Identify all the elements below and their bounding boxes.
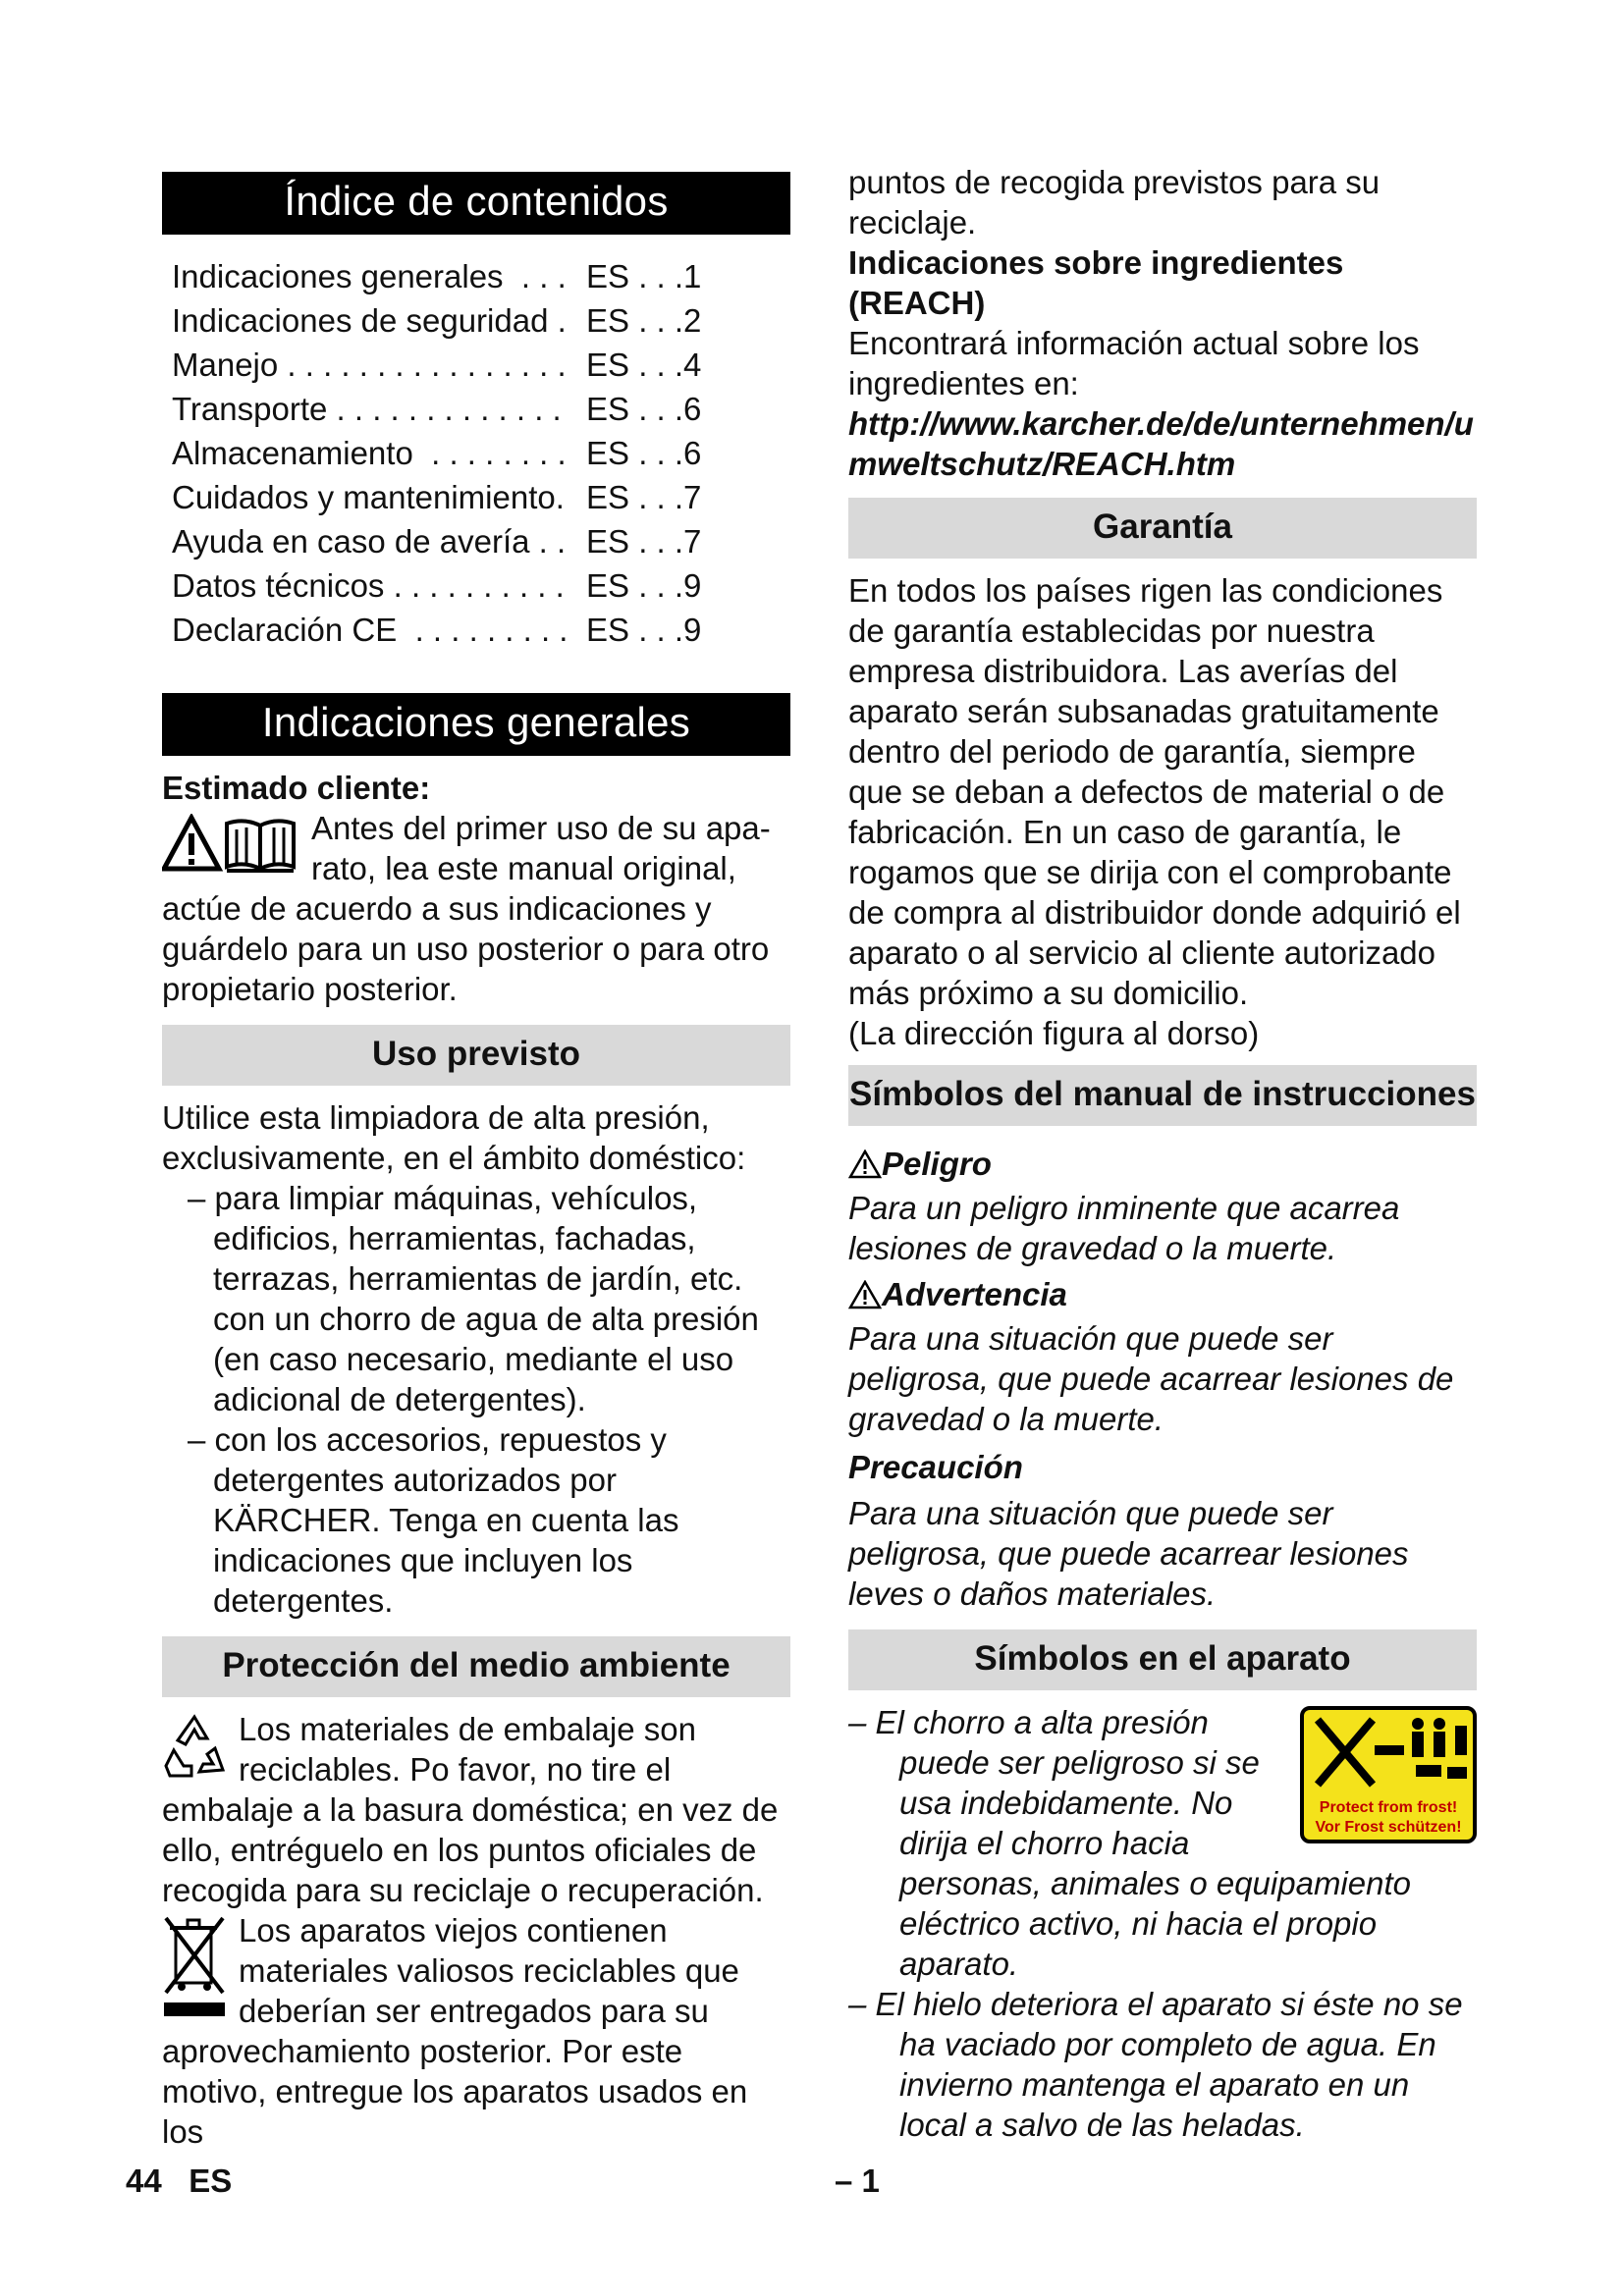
toc-row[interactable]	[172, 519, 790, 563]
toc-page: ES . . .7	[586, 523, 702, 560]
left-column	[162, 172, 790, 2152]
reach-text: Encontrará información actual sobre los ingredientes en:	[848, 325, 1420, 401]
toc-label: Manejo . . . . . . . . . . . . . . . .	[172, 347, 567, 383]
toc-label: Transporte . . . . . . . . . . . . .	[172, 391, 562, 427]
warning-triangle-icon	[848, 1148, 882, 1188]
weee-bin-icon	[162, 1912, 227, 2027]
right-column	[848, 162, 1477, 2145]
toc-page: ES . . .6	[586, 435, 702, 471]
advertencia-text: Para una situación que puede ser peligrosa, que puede acarrear lesiones de gravedad o la muerte.	[848, 1320, 1454, 1437]
aparato-item-2: – El hielo deteriora el aparato si éste no se ha vaciado por completo de agua. En invierno mantenga el aparato en un local a salvo de las heladas.	[848, 1986, 1463, 2143]
peligro-heading	[848, 1144, 1477, 1188]
uso-title: Uso previsto	[162, 1025, 790, 1086]
advertencia-heading	[848, 1274, 1477, 1318]
intro-block	[162, 808, 790, 1009]
intro-line-a: Antes del primer uso de su apa-	[311, 810, 771, 846]
frost-warning-sign-icon	[1300, 1706, 1477, 1843]
toc-label: Almacenamiento . . . . . . . .	[172, 435, 567, 471]
peligro-text: Para un peligro inminente que acarrea lesiones de gravedad o la muerte.	[848, 1190, 1400, 1266]
toc-label: Indicaciones generales . . .	[172, 258, 567, 294]
garantia-title: Garantía	[848, 498, 1477, 559]
toc-row[interactable]	[172, 298, 790, 343]
general-title: Indicaciones generales	[162, 693, 790, 756]
greeting: Estimado cliente:	[162, 770, 431, 806]
intro-line-c: actúe de acuerdo a sus indicaciones y guárdelo para un uso posterior o para otro propietario posterior.	[162, 890, 770, 1007]
uso-item-2: – con los accesorios, repuestos y detergentes autorizados por KÄRCHER. Tenga en cuenta las indicaciones que incluyen los detergentes.	[188, 1421, 679, 1619]
toc-row[interactable]	[172, 608, 790, 652]
peligro-title: Peligro	[882, 1146, 992, 1182]
toc-row[interactable]	[172, 343, 790, 387]
toc-row[interactable]	[172, 475, 790, 519]
toc-label: Declaración CE . . . . . . . . .	[172, 612, 568, 648]
warning-triangle-icon	[848, 1278, 882, 1318]
medio-title: Protección del medio ambiente	[162, 1636, 790, 1697]
uso-text: Utilice esta limpiadora de alta presión, exclusivamente, en el ámbito doméstico:	[162, 1099, 746, 1176]
toc-page: ES . . .6	[586, 391, 702, 427]
sign-line-2: Vor Frost schützen!	[1315, 1819, 1462, 1836]
reach-title: Indicaciones sobre ingredientes (REACH)	[848, 244, 1344, 321]
toc-page: ES . . .7	[586, 479, 702, 515]
toc-label: Indicaciones de seguridad .	[172, 302, 567, 339]
recycle-icon	[162, 1711, 227, 1789]
sign-line-1: Protect from frost!	[1319, 1799, 1458, 1816]
weee-text: Los aparatos viejos contienen materiales valiosos reciclables que deberían ser entregados para su aprovechamiento posterior. Por este motivo, entregue los aparatos usados en los	[162, 1912, 748, 2150]
toc-page: ES . . .2	[586, 302, 702, 339]
aparato-item-1-block	[848, 1702, 1477, 1984]
intro-line-b: rato, lea este manual original,	[311, 850, 736, 886]
weee-block	[162, 1910, 790, 2152]
reach-url[interactable]: http://www.karcher.de/de/unternehmen/umweltschutz/REACH.htm	[848, 405, 1474, 482]
toc-row[interactable]	[172, 431, 790, 475]
toc-page: ES . . .9	[586, 567, 702, 604]
toc-row[interactable]	[172, 387, 790, 431]
page-number-center: – 1	[835, 2163, 880, 2199]
toc-page: ES . . .9	[586, 612, 702, 648]
simbolos-manual-title: Símbolos del manual de instrucciones	[848, 1065, 1477, 1126]
aparato-item-1: – El chorro a alta presión puede ser peligroso si se usa indebidamente. No dirija el chorro hacia personas, animales o equipamiento eléctrico activo, ni hacia el propio aparato.	[848, 1704, 1411, 1982]
table-of-contents	[172, 254, 790, 652]
toc-label: Datos técnicos . . . . . . . . . .	[172, 567, 565, 604]
precaucion-text: Para una situación que puede ser peligrosa, que puede acarrear lesiones leves o daños materiales.	[848, 1495, 1409, 1612]
uso-item-1: – para limpiar máquinas, vehículos, edificios, herramientas, fachadas, terrazas, herramientas de jardín, etc. con un chorro de agua de alta presión (en caso necesario, mediante el uso adicional de detergentes).	[188, 1180, 759, 1417]
toc-page: ES . . .1	[586, 258, 702, 294]
advertencia-title: Advertencia	[882, 1276, 1067, 1312]
toc-label: Ayuda en caso de avería . .	[172, 523, 567, 560]
page-number-left: 44 ES	[126, 2163, 233, 2199]
warning-manual-icon	[162, 814, 299, 880]
garantia-note: (La dirección figura al dorso)	[848, 1015, 1260, 1051]
recycle-text: Los materiales de embalaje son reciclables. Po favor, no tire el embalaje a la basura doméstica; en vez de ello, entréguelo en los puntos oficiales de recogida para su reciclaje o recuperación.	[162, 1711, 779, 1908]
simbolos-aparato-title: Símbolos en el aparato	[848, 1629, 1477, 1690]
recycle-block	[162, 1709, 790, 1910]
garantia-text: En todos los países rigen las condiciones de garantía establecidas por nuestra empresa distribuidora. Las averías del aparato serán subsanadas gratuitamente dentro del periodo de garantía, siempre que se deban a defectos de material o de fabricación. En un caso de garantía, le rogamos que se dirija con el comprobante de compra al distribuidor donde adquirió el aparato o al servicio al cliente autorizado más próximo a su domicilio.	[848, 572, 1461, 1011]
toc-row[interactable]	[172, 254, 790, 298]
toc-title: Índice de contenidos	[162, 172, 790, 235]
precaucion-heading: Precaución	[848, 1449, 1023, 1485]
toc-page: ES . . .4	[586, 347, 702, 383]
weee-continuation: puntos de recogida previstos para su reciclaje.	[848, 164, 1380, 240]
toc-row[interactable]	[172, 563, 790, 608]
toc-label: Cuidados y mantenimiento.	[172, 479, 565, 515]
